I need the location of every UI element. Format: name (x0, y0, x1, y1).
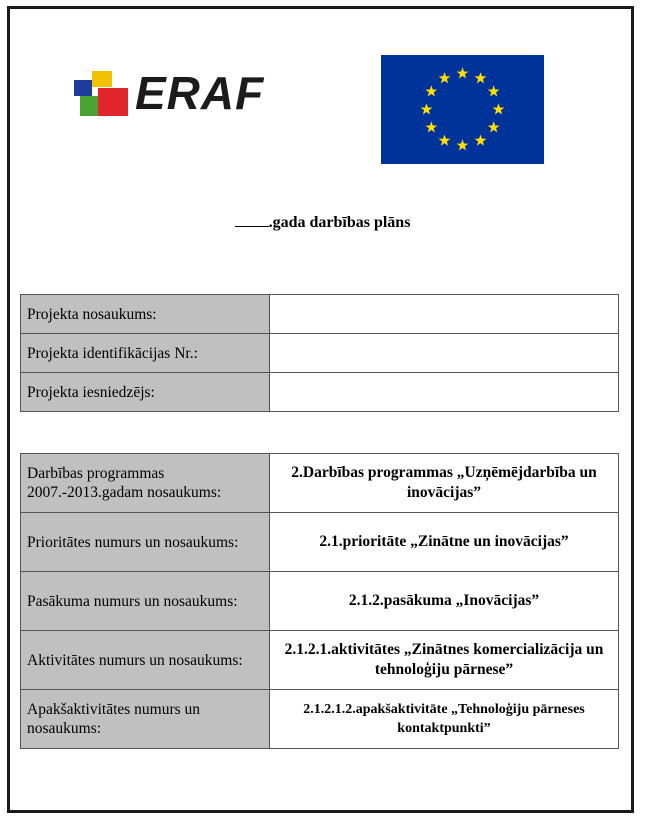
project-name-field[interactable] (270, 295, 619, 334)
page-title-text: .gada darbības plāns (268, 214, 411, 231)
eu-star-icon (488, 121, 500, 132)
priority-value: 2.1.prioritāte „Zinātne un inovācijas” (270, 513, 619, 572)
measure-value: 2.1.2.pasākuma „Inovācijas” (270, 572, 619, 631)
activity-value: 2.1.2.1.aktivitātes „Zinātnes komercializācija un tehnoloģiju pārnese” (270, 631, 619, 690)
eu-star-icon (475, 72, 487, 83)
eraf-logo (72, 66, 267, 122)
project-info-table (20, 294, 619, 412)
eu-star-icon (457, 67, 469, 78)
table-row (21, 373, 619, 412)
eraf-wordmark: ERAF (135, 67, 265, 119)
project-id-label: Projekta identifikācijas Nr.: (21, 334, 270, 373)
eu-star-icon (493, 103, 505, 114)
eu-star-icon (488, 85, 500, 96)
priority-label: Prioritātes numurs un nosaukums: (21, 513, 270, 572)
table-row (21, 334, 619, 373)
table-row (21, 513, 619, 572)
project-applicant-field[interactable] (270, 373, 619, 412)
program-info-table (20, 453, 619, 749)
eu-star-icon (425, 121, 437, 132)
eu-star-icon (421, 103, 433, 114)
table-row (21, 454, 619, 513)
year-blank (235, 214, 269, 227)
eu-star-icon (457, 139, 469, 150)
table-row (21, 631, 619, 690)
eu-flag (381, 55, 544, 164)
project-id-field[interactable] (270, 334, 619, 373)
program-label: Darbības programmas 2007.-2013.gadam nosaukums: (21, 454, 270, 513)
eraf-logo-mark-icon (72, 66, 132, 122)
table-row (21, 690, 619, 749)
subactivity-label: Apakšaktivitātes numurs un nosaukums: (21, 690, 270, 749)
page-title (0, 214, 645, 232)
eu-star-icon (425, 85, 437, 96)
eu-stars-icon (381, 55, 544, 164)
table-row (21, 295, 619, 334)
eu-star-icon (475, 134, 487, 145)
eu-star-icon (439, 72, 451, 83)
project-applicant-label: Projekta iesniedzējs: (21, 373, 270, 412)
program-value: 2.Darbības programmas „Uzņēmējdarbība un inovācijas” (270, 454, 619, 513)
activity-label: Aktivitātes numurs un nosaukums: (21, 631, 270, 690)
measure-label: Pasākuma numurs un nosaukums: (21, 572, 270, 631)
eu-star-icon (439, 134, 451, 145)
project-name-label: Projekta nosaukums: (21, 295, 270, 334)
table-row (21, 572, 619, 631)
subactivity-value: 2.1.2.1.2.apakšaktivitāte „Tehnoloģiju pārneses kontaktpunkti” (270, 690, 619, 749)
